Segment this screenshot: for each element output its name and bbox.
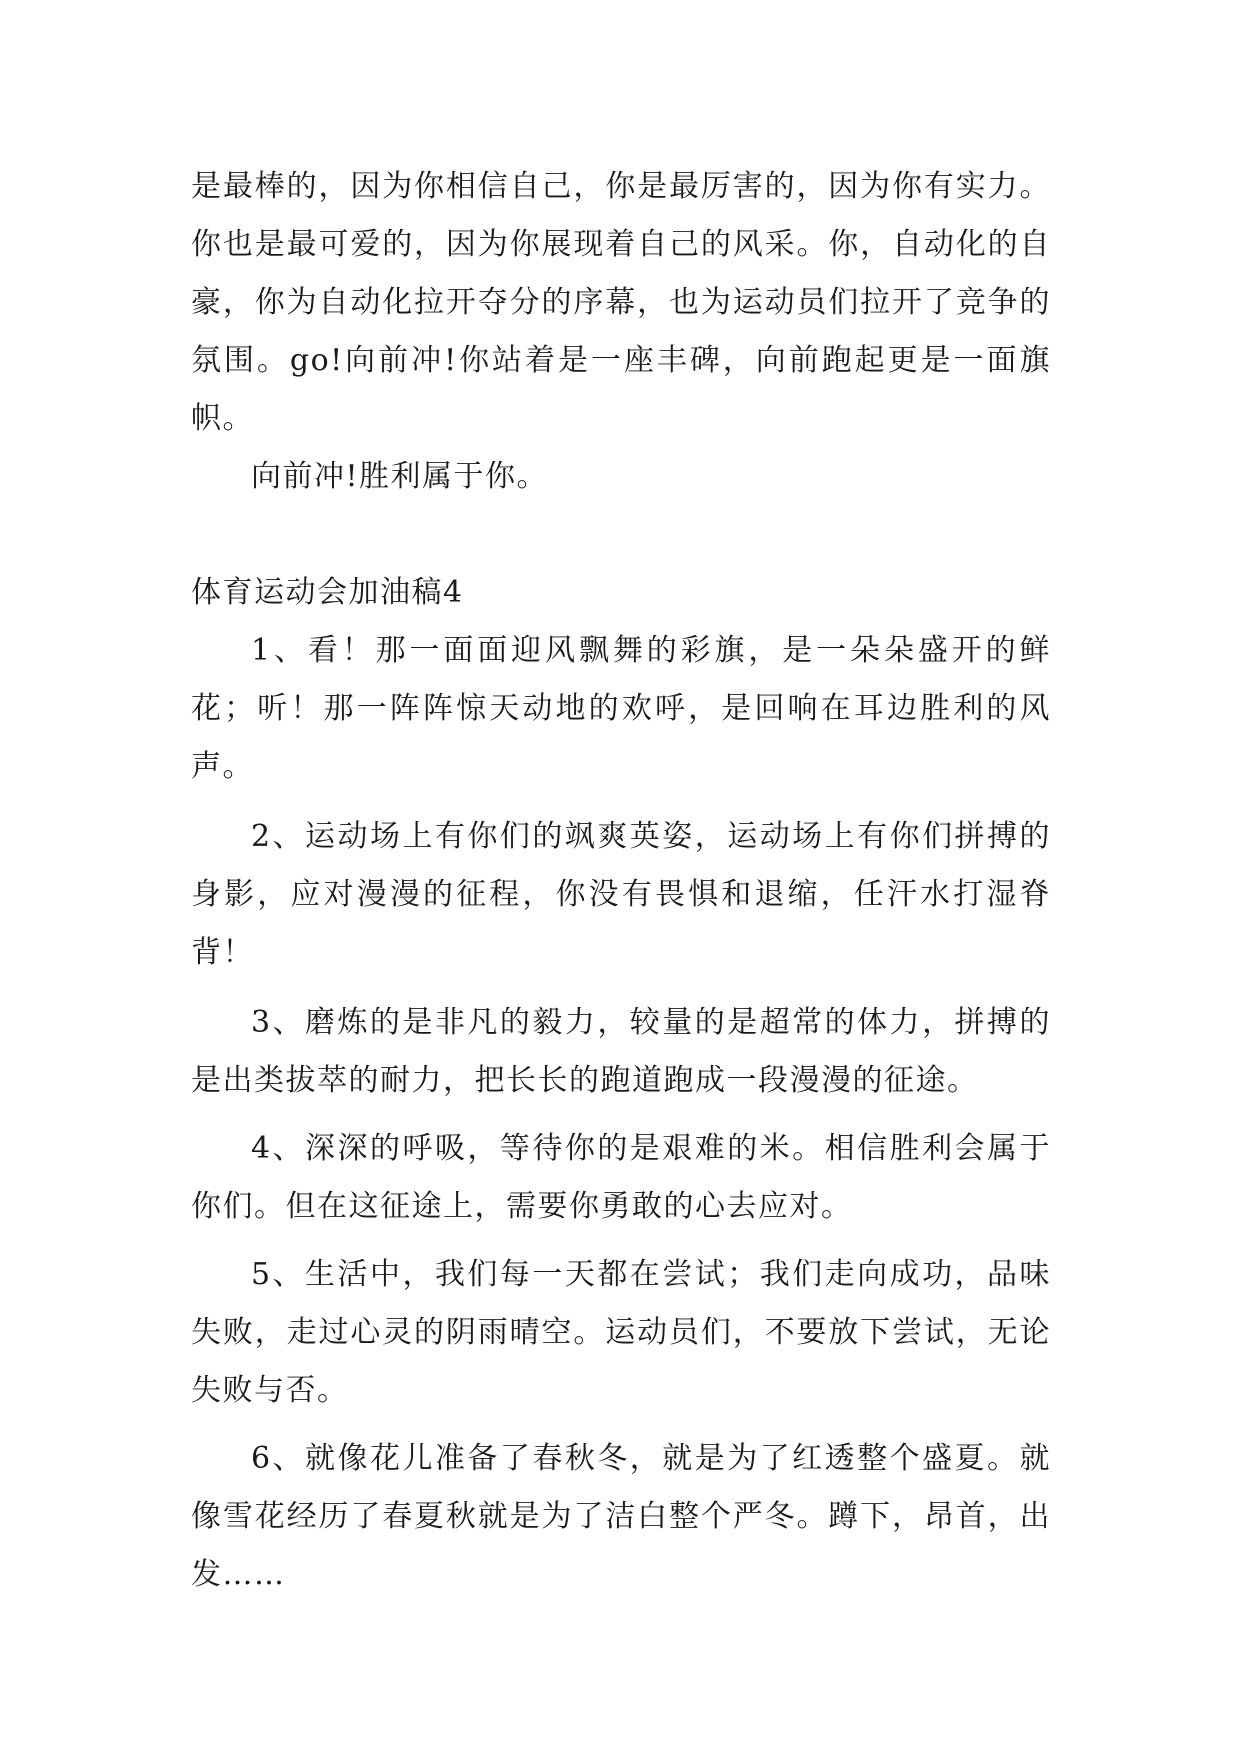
section-title: 体育运动会加油稿4: [191, 575, 464, 610]
list-item: 6、就像花儿准备了春秋冬，就是为了红透整个盛夏。就像雪花经历了春夏秋就是为了洁白整个严冬。蹲下，昂首，出发……: [191, 1441, 1051, 1592]
intro-paragraph: 是最棒的，因为你相信自己，你是最厉害的，因为你有实力。你也是最可爱的，因为你展现着自己的风采。你，自动化的自豪，你为自动化拉开夺分的序幕，也为运动员们拉开了竞争的氛围。go!向前冲!你站着是一座丰碑，向前跑起更是一面旗帜。: [191, 169, 1051, 436]
document-body: [191, 158, 1051, 1604]
list-item: 3、磨炼的是非凡的毅力，较量的是超常的体力，拼搏的是出类拔萃的耐力，把长长的跑道跑成一段漫漫的征途。: [191, 1005, 1051, 1098]
list-item: 4、深深的呼吸，等待你的是艰难的米。相信胜利会属于你们。但在这征途上，需要你勇敢的心去应对。: [191, 1131, 1051, 1224]
closing-line: 向前冲!胜利属于你。: [251, 459, 549, 494]
list-item: 5、生活中，我们每一天都在尝试；我们走向成功，品味失败，走过心灵的阴雨晴空。运动员们，不要放下尝试，无论失败与否。: [191, 1257, 1051, 1408]
list-item: 2、运动场上有你们的飒爽英姿，运动场上有你们拼搏的身影，应对漫漫的征程，你没有畏惧和退缩，任汗水打湿脊背！: [191, 819, 1051, 970]
list-item: 1、看！那一面面迎风飘舞的彩旗，是一朵朵盛开的鲜花；听！那一阵阵惊天动地的欢呼，是回响在耳边胜利的风声。: [191, 633, 1051, 784]
